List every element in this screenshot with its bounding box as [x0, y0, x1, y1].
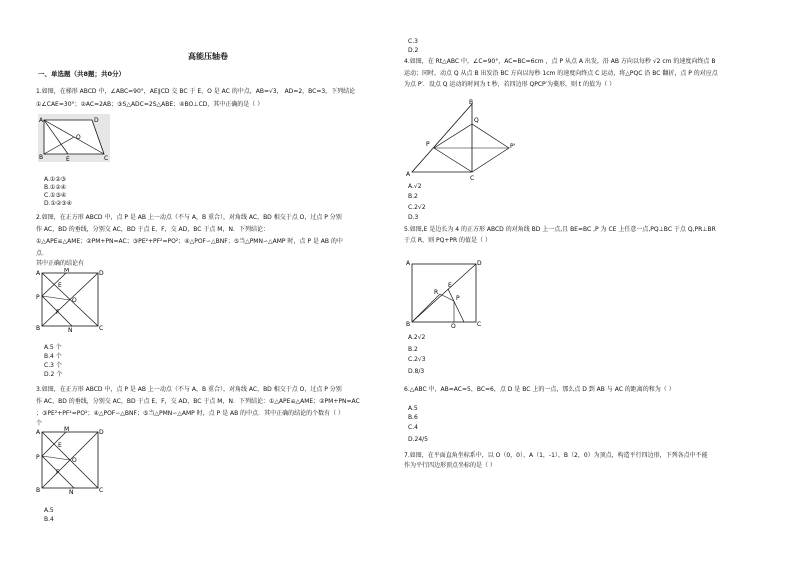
q5-label-e: E	[448, 282, 452, 289]
q5-label-a: A	[406, 260, 411, 267]
q5-label-q: Q	[451, 323, 456, 328]
q2-stem-line-4: 点．	[36, 250, 49, 257]
q4-label-c: C	[470, 175, 475, 180]
q1-option-a[interactable]: A.①②③	[44, 176, 67, 183]
q4-label-p-prime: P'	[510, 143, 516, 150]
q5-option-a[interactable]: A.2√2	[408, 334, 426, 341]
q1-label-a: A	[39, 117, 44, 124]
q3-figure-square	[36, 426, 106, 494]
q3-option-d[interactable]: D.2	[408, 47, 419, 54]
q5-label-b: B	[406, 321, 411, 328]
q5-stem-line-1: 5.如图,E 是边长为 4 的正方形 ABCD 的对角线 BD 上一点,且 BE=BC ,P 为 CE 上任意一点,PQ⊥BC 于点 Q,PR⊥BR	[404, 226, 716, 233]
q1-label-o: O	[76, 134, 81, 141]
q2-label-f: F	[56, 309, 60, 316]
q5-option-b[interactable]: B.2	[408, 346, 418, 353]
q4-figure-triangle	[406, 98, 518, 180]
q6-option-a[interactable]: A.5	[408, 405, 418, 412]
q4-stem-line-2: 运动；同时，动点 Q 从点 B 出发沿 BC 方向以每秒 1cm 的速度向终点 C 运动，将△PQC 沿 BC 翻折，点 P 的对应点	[404, 70, 718, 77]
q1-option-d[interactable]: D.①②③④	[44, 200, 73, 207]
q5-stem-line-2: 于点 R，则 PQ+PR 的值是（ ）	[404, 237, 491, 244]
q2-stem-line-3: ①△APE≌△AME；②PM+PN=AC；③PE²+PF²=PO²；④△POF∽△BNF；⑤当△PMN∽△AMP 时，点 P 是 AB 的中	[36, 238, 343, 245]
q3-label-n: N	[69, 489, 74, 494]
q4-label-p: P	[426, 141, 430, 148]
q2-label-e: E	[58, 282, 62, 289]
q2-label-b: B	[36, 325, 41, 332]
section-heading: 一、单选题（共8题；共0分）	[38, 70, 126, 78]
q2-label-m: M	[64, 268, 70, 274]
page-title: 高能压轴卷	[188, 52, 228, 61]
q3-option-b[interactable]: B.4	[44, 516, 54, 523]
q4-option-b[interactable]: B.2	[408, 193, 418, 200]
q2-option-a[interactable]: A.5 个	[44, 344, 62, 351]
q1-label-c: C	[104, 155, 109, 162]
q2-figure-square	[36, 268, 106, 332]
q2-stem-line-5: 其中正确的结论有	[36, 260, 85, 267]
q4-stem-line-1: 4.如图，在 Rt△ABC 中，∠C=90°，AC=BC=6cm ，点 P 从点 A 出发，沿 AB 方向以每秒 √2 cm 的速度向终点 B	[404, 58, 716, 65]
q2-label-o: O	[72, 297, 77, 304]
q4-label-b: B	[469, 99, 474, 106]
q3-label-c: C	[99, 487, 104, 494]
q3-stem-line-1: 3.如图，在正方形 ABCD 中，点 P 是 AB 上一动点（不与 A，B 重合），对角线 AC，BD 相交于点 O，过点 P 分别	[36, 386, 342, 393]
q7-stem-line-1: 7.如图，在平面直角坐标系中，以 O（0，0）、A（1，-1）、B（2，0）为顶点，构造平行四边形，下列各点中不能	[404, 452, 708, 459]
q2-option-c[interactable]: C.3 个	[44, 362, 62, 369]
q6-option-b[interactable]: B.6	[408, 414, 418, 421]
q4-option-a[interactable]: A.√2	[408, 183, 422, 190]
q5-figure-square	[404, 258, 484, 328]
q3-stem-line-2: 作 AC，BD 的垂线，分别交 AC，BD 于点 E，F，交 AD，BC 于点 M，N．下列结论：①△APE≌△AME；②PM+PN=AC	[36, 398, 360, 405]
q6-option-d[interactable]: D.24/5	[408, 436, 429, 443]
q4-label-a: A	[406, 171, 411, 178]
q3-option-a[interactable]: A.5	[44, 507, 54, 514]
q3-stem-line-3: ；③PE²+PF²=PO²；④△POF∽△BNF；⑤当△PMN∽△AMP 时，点 P 是 AB 的中点．其中正确的结论的个数有（ ）	[36, 410, 345, 417]
q4-option-d[interactable]: D.3	[408, 214, 419, 221]
q2-label-c: C	[99, 325, 104, 332]
q4-stem-line-3: 为点 P′．设点 Q 运动的时间为 t 秒，若四边形 QPCP′为菱形，则 t 的值为（ ）	[404, 81, 616, 88]
q1-figure-trapezoid	[38, 114, 110, 162]
q2-label-n: N	[68, 327, 73, 332]
q1-label-e: E	[66, 156, 70, 162]
q3-label-a: A	[36, 429, 41, 436]
q2-option-b[interactable]: B.4 个	[44, 353, 62, 360]
q1-label-d: D	[94, 117, 99, 124]
q5-label-r: R	[434, 289, 439, 296]
q7-stem-line-2: 作为平行四边形顶点坐标的是（ ）	[404, 462, 496, 469]
q3-label-o: O	[72, 457, 77, 464]
q3-option-c[interactable]: C.3	[408, 38, 418, 45]
q2-label-d: D	[99, 270, 104, 277]
q3-stem-line-4: 个	[36, 420, 43, 427]
q2-stem-line-1: 2.如图，在正方形 ABCD 中，点 P 是 AB 上一动点（不与 A，B 重合），对角线 AC，BD 相交于点 O，过点 P 分别	[36, 214, 342, 221]
q5-option-c[interactable]: C.2√3	[408, 356, 426, 363]
q1-stem-line-1: 1.如图，在梯形 ABCD 中，∠ABC=90°，AE∥CD 交 BC 于 E，O 是 AC 的中点，AB=√3， AD=2，BC=3，下列结论	[36, 88, 356, 95]
q3-label-b: B	[36, 487, 41, 494]
q6-option-c[interactable]: C.4	[408, 424, 418, 431]
q5-label-c: C	[477, 321, 482, 328]
q2-option-d[interactable]: D.2 个	[44, 371, 63, 378]
q3-label-p: P	[36, 454, 40, 461]
q2-stem-line-2: 作 AC，BD 的垂线，分别交 AC，BD 于点 E，F，交 AD，BC 于点 M，N．下列结论：	[36, 226, 269, 233]
q1-option-c[interactable]: C.①③④	[44, 192, 67, 199]
q5-label-d: D	[477, 260, 482, 267]
q1-stem-line-2: ①∠CAE=30°；②AC=2AB；③S△ADC=2S△ABE；④BO⊥CD，其中正确的是（ ）	[36, 101, 264, 108]
q2-label-p: P	[36, 294, 40, 301]
q5-label-p: P	[456, 295, 460, 302]
q6-stem-line-1: 6.△ABC 中，AB=AC=5，BC=6，点 D 是 BC 上的一点，那么点 D 到 AB 与 AC 的距离的和为（ ）	[404, 386, 675, 393]
q3-label-d: D	[99, 429, 104, 436]
q4-label-q: Q	[474, 117, 479, 124]
q3-label-m: M	[64, 426, 70, 433]
q5-option-d[interactable]: D.8/3	[408, 368, 425, 375]
q2-label-a: A	[36, 270, 41, 277]
q4-option-c[interactable]: C.2√2	[408, 204, 426, 211]
q3-label-e: E	[58, 442, 62, 449]
q1-label-b: B	[39, 154, 44, 161]
q3-label-f: F	[56, 469, 60, 476]
q1-option-b[interactable]: B.①②④	[44, 184, 67, 191]
